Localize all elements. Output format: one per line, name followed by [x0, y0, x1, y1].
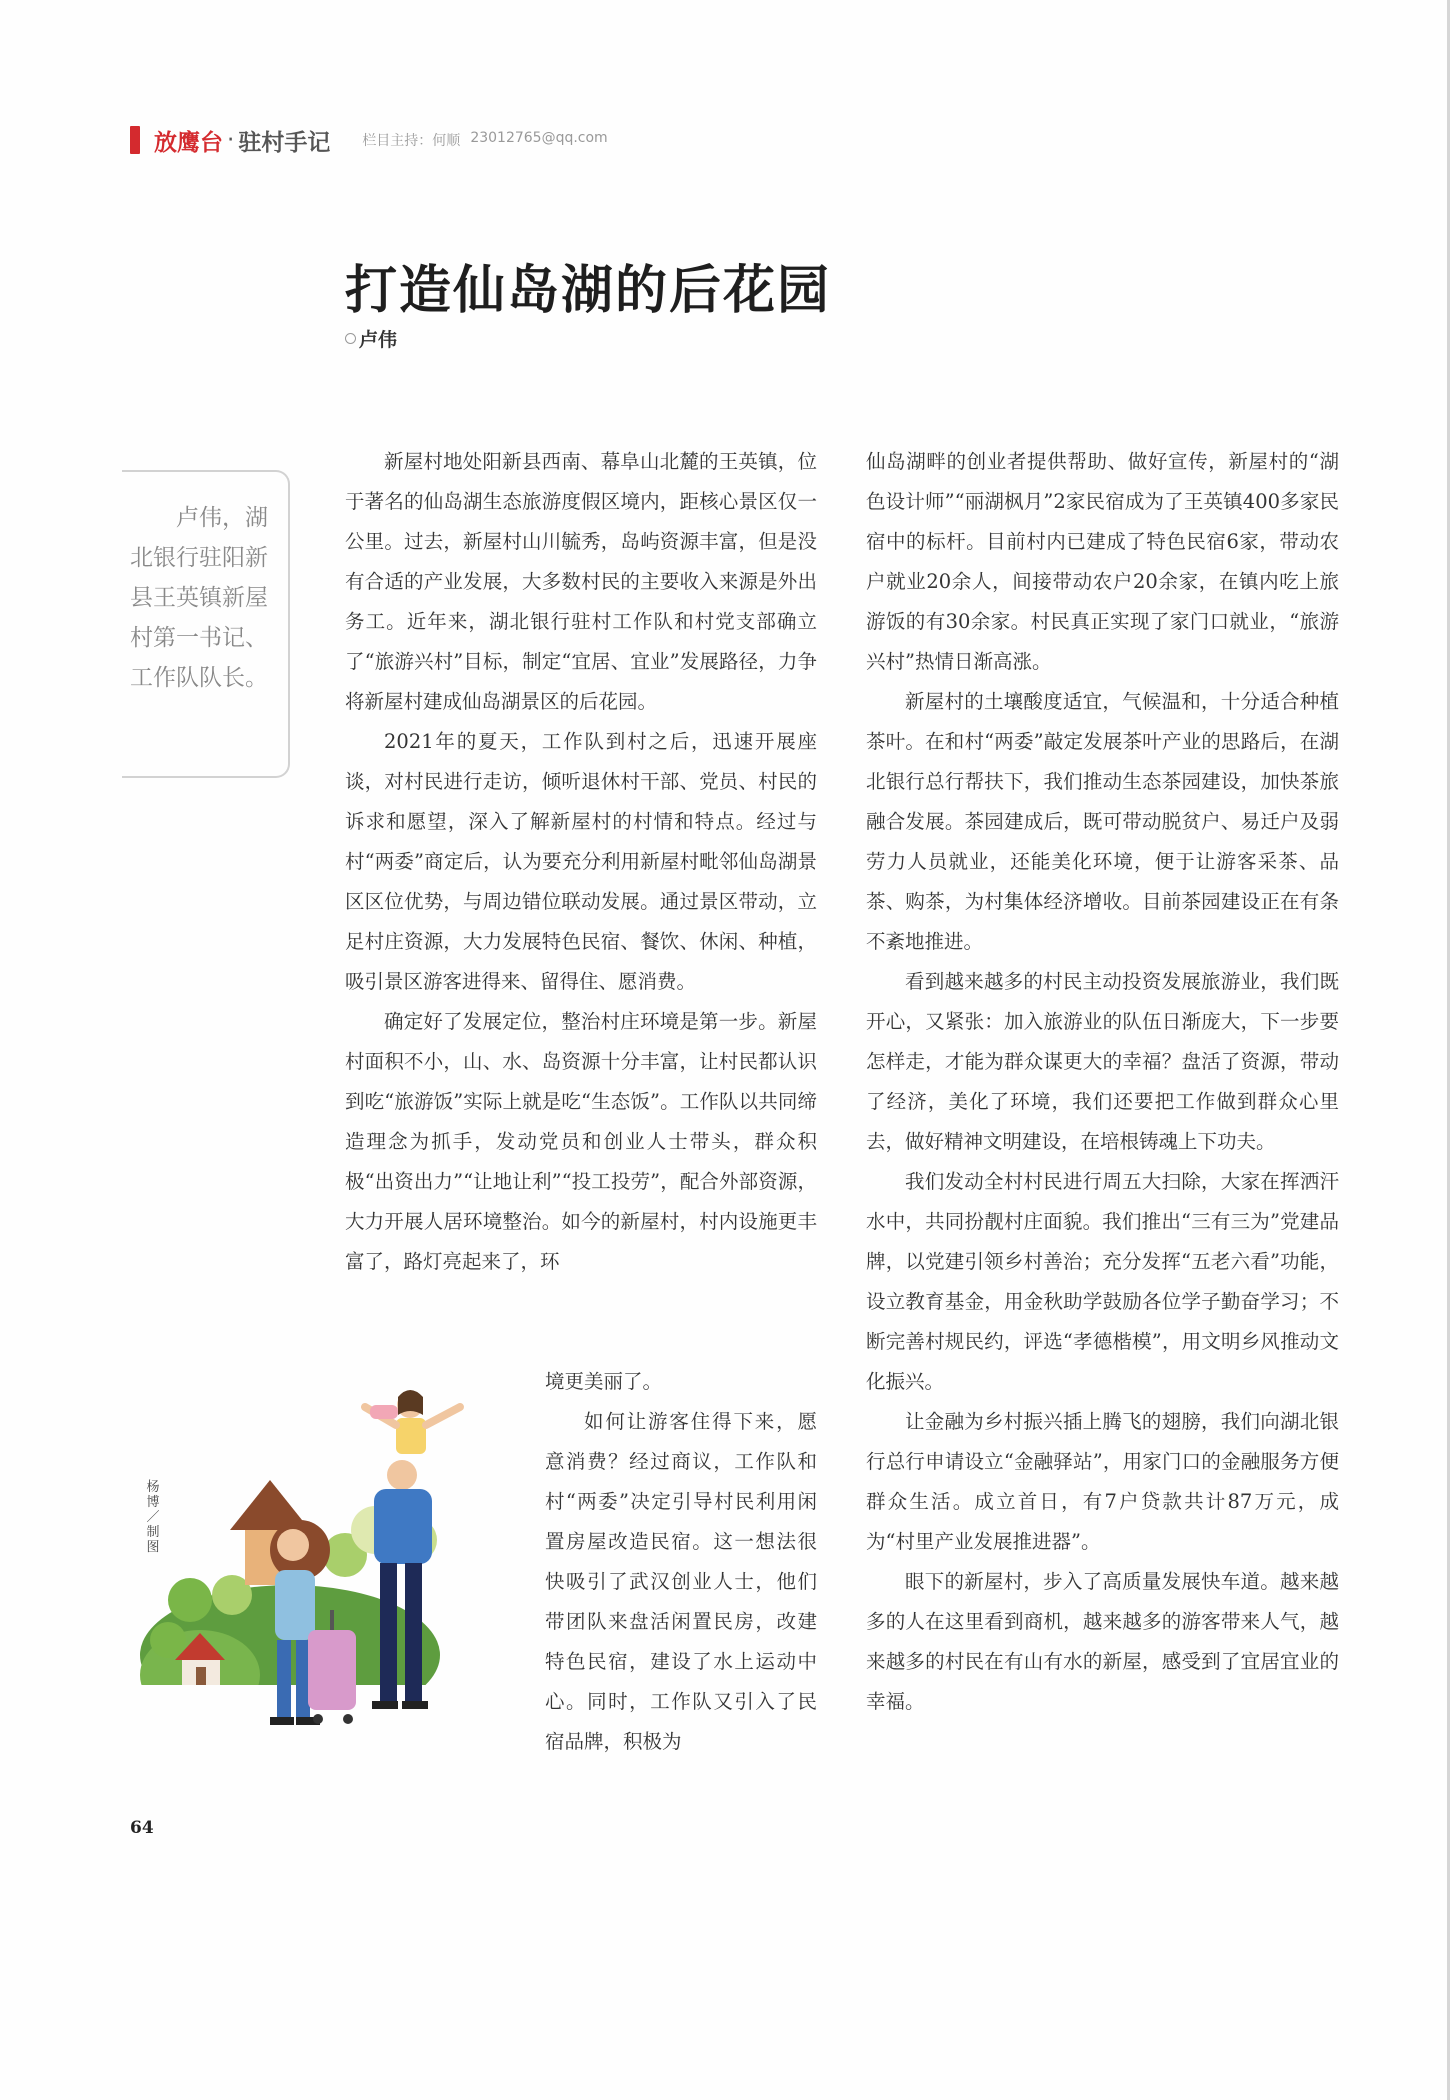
- editor-name: 栏目主持：何顺: [362, 133, 461, 149]
- column-header: [130, 122, 608, 158]
- header-separator: ·: [227, 127, 235, 153]
- byline-circle-icon: [345, 333, 356, 344]
- paragraph: 2021年的夏天，工作队到村之后，迅速开展座谈，对村民进行走访，倾听退休村干部、党员、村民的诉求和愿望，深入了解新屋村的村情和特点。经过与村“两委”商定后，认为要充分利用新屋村毗邻仙岛湖景区区位优势，与周边错位联动发展。通过景区带动，立足村庄资源，大力发展特色民宿、餐饮、休闲、种植，吸引景区游客进得来、留得住、愿消费。: [345, 730, 817, 993]
- paragraph: 确定好了发展定位，整治村庄环境是第一步。新屋村面积不小，山、水、岛资源十分丰富，让村民都认识到吃“旅游饭”实际上就是吃“生态饭”。工作队以共同缔造理念为抓手，发动党员和创业人士带头，群众积极“出资出力”“让地让利”“投工投劳”，配合外部资源，大力开展人居环境整治。如今的新屋村，村内设施更丰富了，路灯亮起来了，环: [345, 1010, 817, 1273]
- red-bar-marker: [130, 126, 140, 154]
- paragraph: 让金融为乡村振兴插上腾飞的翅膀，我们向湖北银行总行申请设立“金融驿站”，用家门口的金融服务方便群众生活。成立首日，有7户贷款共计87万元，成为“村里产业发展推进器”。: [866, 1410, 1339, 1553]
- paragraph: 新屋村的土壤酸度适宜，气候温和，十分适合种植茶叶。在和村“两委”敲定发展茶叶产业的思路后，在湖北银行总行帮扶下，我们推动生态茶园建设，加快茶旅融合发展。茶园建成后，既可带动脱贫户、易迁户及弱劳力人员就业，还能美化环境，便于让游客采茶、品茶、购茶，为村集体经济增收。目前茶园建设正在有条不紊地推进。: [866, 690, 1339, 953]
- article-title: 打造仙岛湖的后花园: [345, 261, 832, 321]
- byline: [345, 325, 397, 352]
- column-name: 放鹰台: [154, 129, 223, 156]
- paragraph: 仙岛湖畔的创业者提供帮助、做好宣传，新屋村的“湖色设计师”“丽湖枫月”2家民宿成为了王英镇400多家民宿中的标杆。目前村内已建成了特色民宿6家，带动农户就业20余人，间接带动农户20余家，在镇内吃上旅游饭的有30余家。村民真正实现了家门口就业，“旅游兴村”热情日渐高涨。: [866, 450, 1339, 673]
- illustration-credit: 杨博／制图: [146, 1480, 160, 1555]
- editor-info: [362, 130, 607, 150]
- paragraph: 如何让游客住得下来，愿意消费？经过商议，工作队和村“两委”决定引导村民利用闲置房屋改造民宿。这一想法很快吸引了武汉创业人士，他们带团队来盘活闲置民房，改建特色民宿，建设了水上运动中心。同时，工作队又引入了民宿品牌，积极为: [545, 1410, 817, 1753]
- paragraph: 我们发动全村村民进行周五大扫除，大家在挥洒汗水中，共同扮靓村庄面貌。我们推出“三有三为”党建品牌，以党建引领乡村善治；充分发挥“五老六看”功能，设立教育基金，用金秋助学鼓励各位学子勤奋学习；不断完善村规民约，评选“孝德楷模”，用文明乡风推动文化振兴。: [866, 1170, 1339, 1393]
- author-name: 卢伟: [359, 329, 398, 351]
- paragraph: 眼下的新屋村，步入了高质量发展快车道。越来越多的人在这里看到商机，越来越多的游客带来人气，越来越多的村民在有山有水的新屋，感受到了宜居宜业的幸福。: [866, 1570, 1339, 1713]
- family-travel-illustration: [120, 1385, 520, 1745]
- paragraph: 新屋村地处阳新县西南、幕阜山北麓的王英镇，位于著名的仙岛湖生态旅游度假区境内，距核心景区仅一公里。过去，新屋村山川毓秀，岛屿资源丰富，但是没有合适的产业发展，大多数村民的主要收入来源是外出务工。近年来，湖北银行驻村工作队和村党支部确立了“旅游兴村”目标，制定“宜居、宜业”发展路径，力争将新屋村建成仙岛湖景区的后花园。: [345, 450, 817, 713]
- editor-email: 23012765@qq.com: [470, 130, 608, 146]
- author-bio: 卢伟，湖北银行驻阳新县王英镇新屋村第一书记、工作队队长。: [130, 505, 268, 691]
- article-column-left-wrap: [545, 1362, 817, 1762]
- article-column-left: [345, 442, 817, 1282]
- paragraph: 境更美丽了。: [545, 1370, 663, 1393]
- paragraph: 看到越来越多的村民主动投资发展旅游业，我们既开心，又紧张：加入旅游业的队伍日渐庞大，下一步要怎样走，才能为群众谋更大的幸福？盘活了资源，带动了经济，美化了环境，我们还要把工作做到群众心里去，做好精神文明建设，在培根铸魂上下功夫。: [866, 970, 1339, 1153]
- page-number: 64: [130, 1818, 154, 1838]
- author-bio-box: [122, 470, 290, 778]
- section-name: 驻村手记: [238, 129, 331, 156]
- article-column-right: [866, 442, 1339, 1722]
